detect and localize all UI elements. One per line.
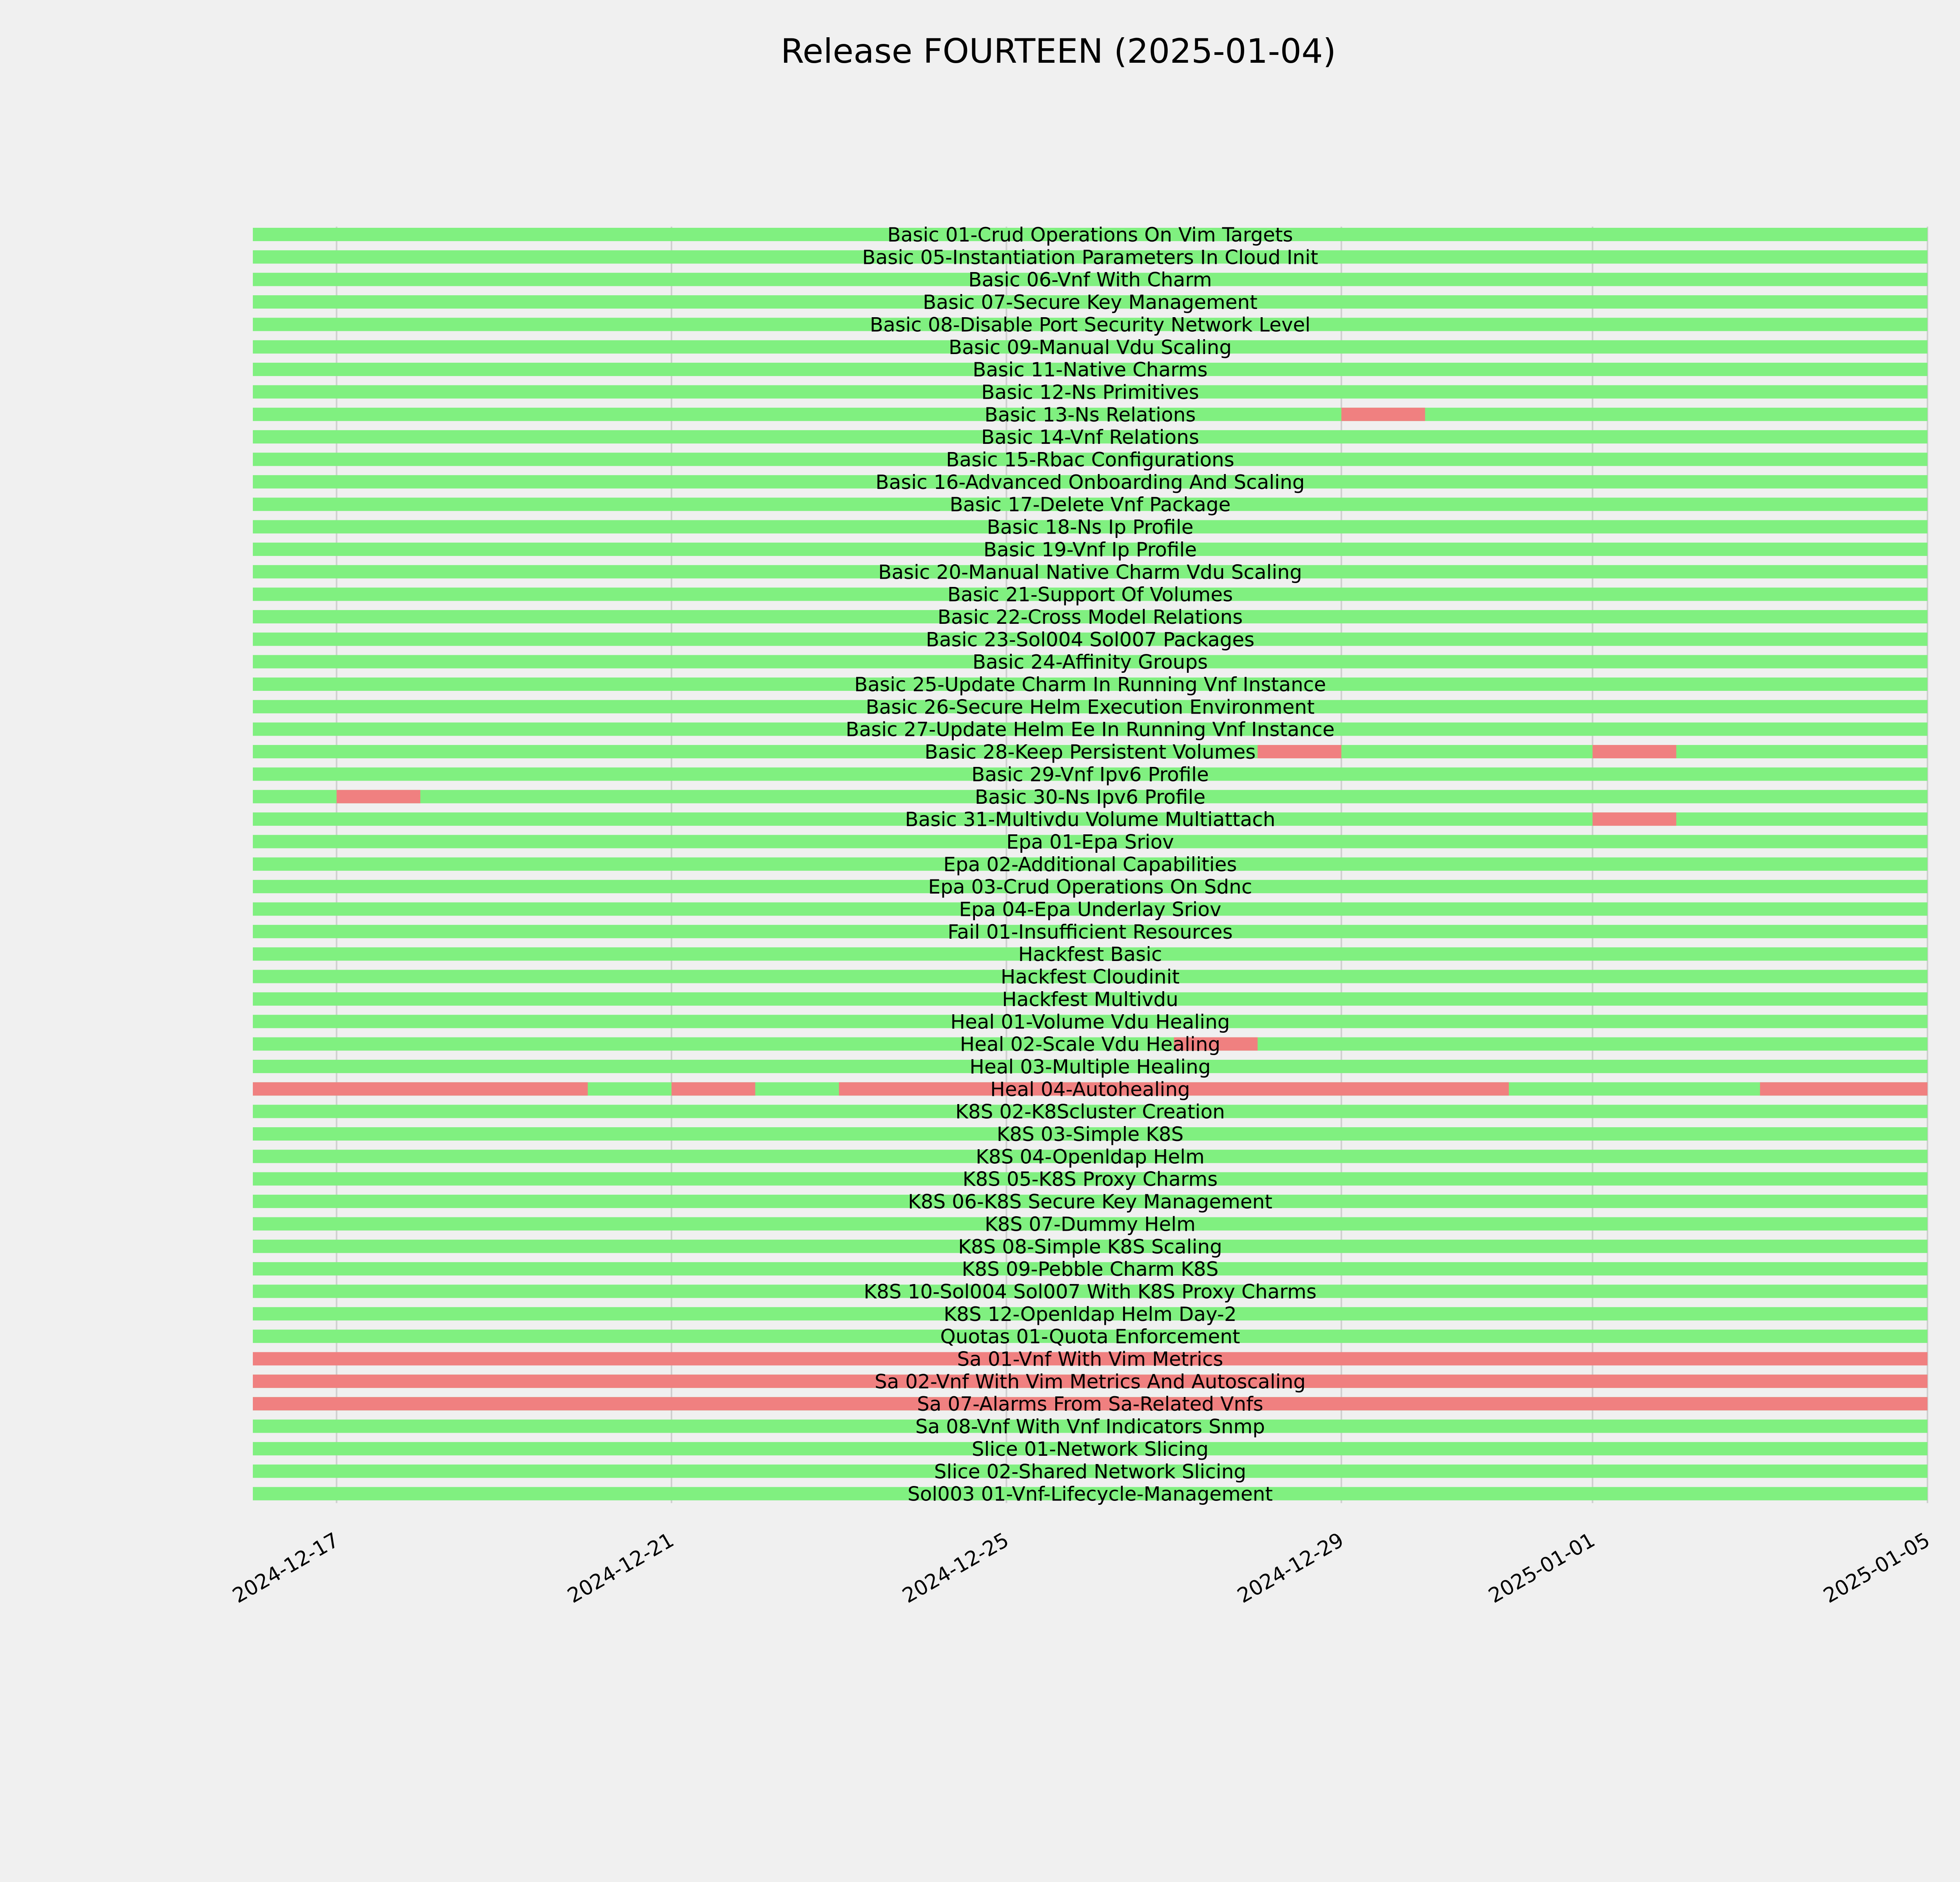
- row-label: K8S 09-Pebble Charm K8S: [962, 1258, 1219, 1281]
- row-label: Epa 04-Epa Underlay Sriov: [959, 898, 1221, 921]
- row-label: Basic 16-Advanced Onboarding And Scaling: [875, 470, 1305, 494]
- row-label: Basic 18-Ns Ip Profile: [987, 516, 1194, 539]
- row-label: Sol003 01-Vnf-Lifecycle-Management: [907, 1482, 1273, 1506]
- row-label: K8S 03-Simple K8S: [996, 1123, 1184, 1146]
- row-label: Epa 03-Crud Operations On Sdnc: [928, 876, 1252, 899]
- fail-bar: [1760, 1082, 1927, 1095]
- row-label: Basic 13-Ns Relations: [984, 403, 1196, 426]
- row-label: Heal 04-Autohealing: [990, 1078, 1190, 1101]
- row-label: Basic 26-Secure Helm Execution Environment: [866, 696, 1315, 719]
- row-label: Basic 31-Multivdu Volume Multiattach: [905, 808, 1276, 831]
- row-label: Basic 29-Vnf Ipv6 Profile: [971, 763, 1209, 786]
- row-label: Slice 02-Shared Network Slicing: [934, 1460, 1247, 1483]
- row-label: Basic 23-Sol004 Sol007 Packages: [926, 628, 1255, 651]
- row-label: Basic 30-Ns Ipv6 Profile: [975, 785, 1206, 808]
- row-label: Basic 12-Ns Primitives: [981, 381, 1199, 404]
- row-label: Basic 17-Delete Vnf Package: [949, 493, 1231, 516]
- row-label: Sa 08-Vnf With Vnf Indicators Snmp: [915, 1415, 1265, 1438]
- row-label: Basic 27-Update Helm Ee In Running Vnf Instance: [846, 718, 1335, 741]
- row-label: Quotas 01-Quota Enforcement: [940, 1325, 1240, 1348]
- row-label: Hackfest Multivdu: [1002, 988, 1178, 1011]
- fail-bar: [337, 790, 421, 803]
- row-label: K8S 12-Openldap Helm Day-2: [944, 1303, 1237, 1326]
- row-label: Heal 02-Scale Vdu Healing: [960, 1033, 1221, 1056]
- row-label: Sa 01-Vnf With Vim Metrics: [957, 1348, 1223, 1371]
- row-label: Basic 19-Vnf Ip Profile: [983, 538, 1197, 561]
- row-label: Hackfest Cloudinit: [1000, 965, 1180, 988]
- x-tick-label: 2025-01-05: [1819, 1528, 1934, 1608]
- row-label: Sa 07-Alarms From Sa-Related Vnfs: [917, 1393, 1263, 1416]
- row-label: Basic 15-Rbac Configurations: [946, 448, 1234, 471]
- chart-title: Release FOURTEEN (2025-01-04): [780, 32, 1336, 71]
- x-tick-label: 2024-12-17: [229, 1528, 343, 1608]
- row-label: Basic 14-Vnf Relations: [981, 426, 1200, 449]
- row-label: Hackfest Basic: [1018, 943, 1162, 966]
- x-tick-label: 2024-12-29: [1233, 1528, 1348, 1608]
- row-label: Sa 02-Vnf With Vim Metrics And Autoscaling: [875, 1370, 1306, 1393]
- fail-bar: [1593, 745, 1677, 758]
- row-label: Heal 01-Volume Vdu Healing: [950, 1010, 1230, 1034]
- fail-bar: [1593, 812, 1677, 826]
- row-label: Basic 24-Affinity Groups: [972, 650, 1208, 674]
- row-label: Basic 22-Cross Model Relations: [937, 605, 1243, 629]
- row-label: Basic 05-Instantiation Parameters In Cloud Init: [862, 246, 1318, 269]
- row-label: Basic 08-Disable Port Security Network Level: [869, 313, 1311, 336]
- x-axis: [229, 1528, 1934, 1608]
- row-label: K8S 08-Simple K8S Scaling: [958, 1235, 1222, 1258]
- row-label: K8S 07-Dummy Helm: [985, 1213, 1196, 1236]
- row-label: Basic 25-Update Charm In Running Vnf Instance: [854, 673, 1326, 696]
- fail-bar: [1341, 408, 1425, 421]
- fail-bar: [671, 1082, 755, 1095]
- row-label: Basic 28-Keep Persistent Volumes: [924, 741, 1256, 764]
- x-tick-label: 2025-01-01: [1485, 1528, 1599, 1608]
- row-label: Basic 09-Manual Vdu Scaling: [948, 336, 1232, 359]
- row-label: Basic 21-Support Of Volumes: [947, 583, 1233, 606]
- row-label: K8S 05-K8S Proxy Charms: [962, 1168, 1218, 1191]
- row-label: Slice 01-Network Slicing: [971, 1437, 1209, 1461]
- row-label: Fail 01-Insufficient Resources: [947, 920, 1233, 943]
- row-label: K8S 02-K8Scluster Creation: [955, 1100, 1225, 1123]
- row-label: Heal 03-Multiple Healing: [969, 1055, 1211, 1078]
- row-label: K8S 04-Openldap Helm: [976, 1145, 1205, 1168]
- row-label: Epa 01-Epa Sriov: [1006, 830, 1174, 854]
- row-label: Epa 02-Additional Capabilities: [943, 853, 1237, 876]
- row-label: Basic 07-Secure Key Management: [923, 291, 1258, 314]
- row-label: Basic 06-Vnf With Charm: [968, 268, 1212, 291]
- row-label: Basic 11-Native Charms: [973, 358, 1208, 381]
- fail-bar: [253, 1082, 588, 1095]
- row-label: K8S 06-K8S Secure Key Management: [908, 1190, 1272, 1213]
- row-label: K8S 10-Sol004 Sol007 With K8S Proxy Charms: [864, 1280, 1317, 1303]
- row-label: Basic 01-Crud Operations On Vim Targets: [887, 223, 1293, 246]
- row-label: Basic 20-Manual Native Charm Vdu Scaling: [878, 561, 1302, 584]
- x-tick-label: 2024-12-25: [898, 1528, 1013, 1608]
- fail-bar: [1258, 745, 1341, 758]
- x-tick-label: 2024-12-21: [563, 1528, 678, 1608]
